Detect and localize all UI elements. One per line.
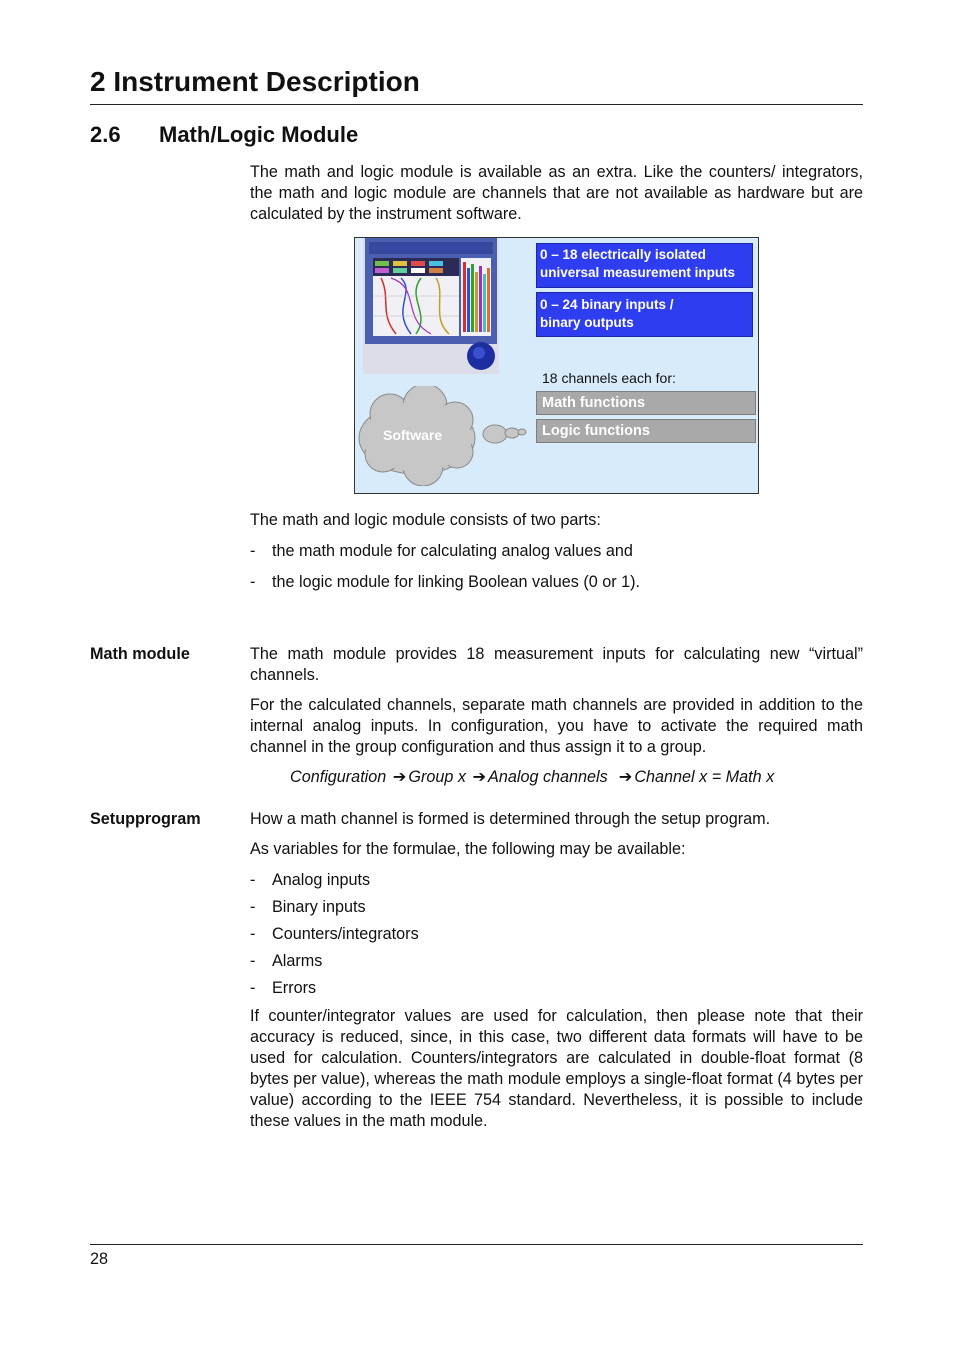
list-item bbox=[250, 978, 316, 999]
measurement-inputs-box: 0 – 18 electrically isolated universal measurement inputs bbox=[536, 243, 753, 288]
section-number: 2.6 bbox=[90, 122, 121, 147]
list-dash: - bbox=[250, 952, 256, 970]
path-step: Analog channels bbox=[488, 768, 608, 786]
path-step: Configuration bbox=[290, 768, 387, 786]
channels-caption: 18 channels each for: bbox=[542, 370, 676, 386]
setup-paragraph-2: As variables for the formulae, the following may be available: bbox=[250, 840, 686, 858]
list-item-text: Alarms bbox=[272, 952, 323, 970]
section-heading: Math/Logic Module bbox=[159, 122, 359, 147]
setupprogram-label: Setupprogram bbox=[90, 810, 201, 828]
list-item bbox=[250, 870, 370, 891]
list-item-text: Binary inputs bbox=[272, 898, 366, 916]
setup-paragraph-3: If counter/integrator values are used for calculation, then please note that their accuracy is reduced, since, in this case, two different data formats will have to be used for calculation. Counters/integrators are calculated in double-float format (8 bytes per value), whereas the math module employs a single-float format (4 bytes per value) according to the IEEE 754 standard. Nevertheless, it is possible to include these values in the math module. bbox=[250, 1007, 863, 1130]
list-dash: - bbox=[250, 871, 256, 889]
math-module-paragraph-2: For the calculated channels, separate math channels are provided in addition to the internal analog inputs. In configuration, you have to activate the required math channel in the group configuration and thus assign it to a group. bbox=[250, 696, 863, 756]
cloud-icon bbox=[355, 386, 535, 486]
list-item-text: the math module for calculating analog values and bbox=[272, 542, 633, 560]
list-item-text: Counters/integrators bbox=[272, 925, 419, 943]
configuration-path bbox=[290, 767, 774, 788]
header-rule bbox=[90, 104, 863, 105]
binary-io-line2: binary outputs bbox=[540, 315, 634, 330]
binary-io-line1: 0 – 24 binary inputs / bbox=[540, 297, 674, 312]
list-item bbox=[250, 541, 633, 562]
list-dash: - bbox=[250, 542, 256, 560]
list-item-text: the logic module for linking Boolean values (0 or 1). bbox=[272, 573, 641, 591]
module-figure bbox=[354, 237, 759, 494]
path-step: Group x bbox=[408, 768, 466, 786]
page-number: 28 bbox=[90, 1250, 109, 1268]
list-dash: - bbox=[250, 979, 256, 997]
list-item bbox=[250, 951, 322, 972]
list-dash: - bbox=[250, 925, 256, 943]
cloud-label: Software bbox=[383, 427, 443, 443]
binary-io-box bbox=[536, 292, 753, 337]
list-item bbox=[250, 572, 640, 593]
intro-paragraph: The math and logic module is available as an extra. Like the counters/ integrators, the math and logic module are channels that are not available as hardware but are calculated by the instrument software. bbox=[250, 163, 863, 223]
recorder-device-image bbox=[361, 238, 501, 378]
logic-functions-box: Logic functions bbox=[536, 419, 756, 443]
chapter-title: 2 Instrument Description bbox=[90, 66, 420, 97]
footer-rule bbox=[90, 1244, 863, 1245]
setup-paragraph-1: How a math channel is formed is determined through the setup program. bbox=[250, 810, 771, 828]
list-item bbox=[250, 924, 419, 945]
path-step: Channel x = Math x bbox=[634, 768, 775, 786]
list-item bbox=[250, 897, 366, 918]
list-item-text: Analog inputs bbox=[272, 871, 371, 889]
arrow-icon: ➔ bbox=[472, 768, 487, 786]
section-title bbox=[90, 122, 358, 148]
math-module-paragraph-1: The math module provides 18 measurement inputs for calculating new “virtual” channels. bbox=[250, 645, 863, 684]
parts-lead: The math and logic module consists of two parts: bbox=[250, 511, 601, 529]
arrow-icon: ➔ bbox=[392, 768, 407, 786]
arrow-icon: ➔ bbox=[618, 768, 633, 786]
list-dash: - bbox=[250, 898, 256, 916]
list-item-text: Errors bbox=[272, 979, 317, 997]
list-dash: - bbox=[250, 573, 256, 591]
math-functions-box: Math functions bbox=[536, 391, 756, 415]
math-module-label: Math module bbox=[90, 645, 190, 663]
